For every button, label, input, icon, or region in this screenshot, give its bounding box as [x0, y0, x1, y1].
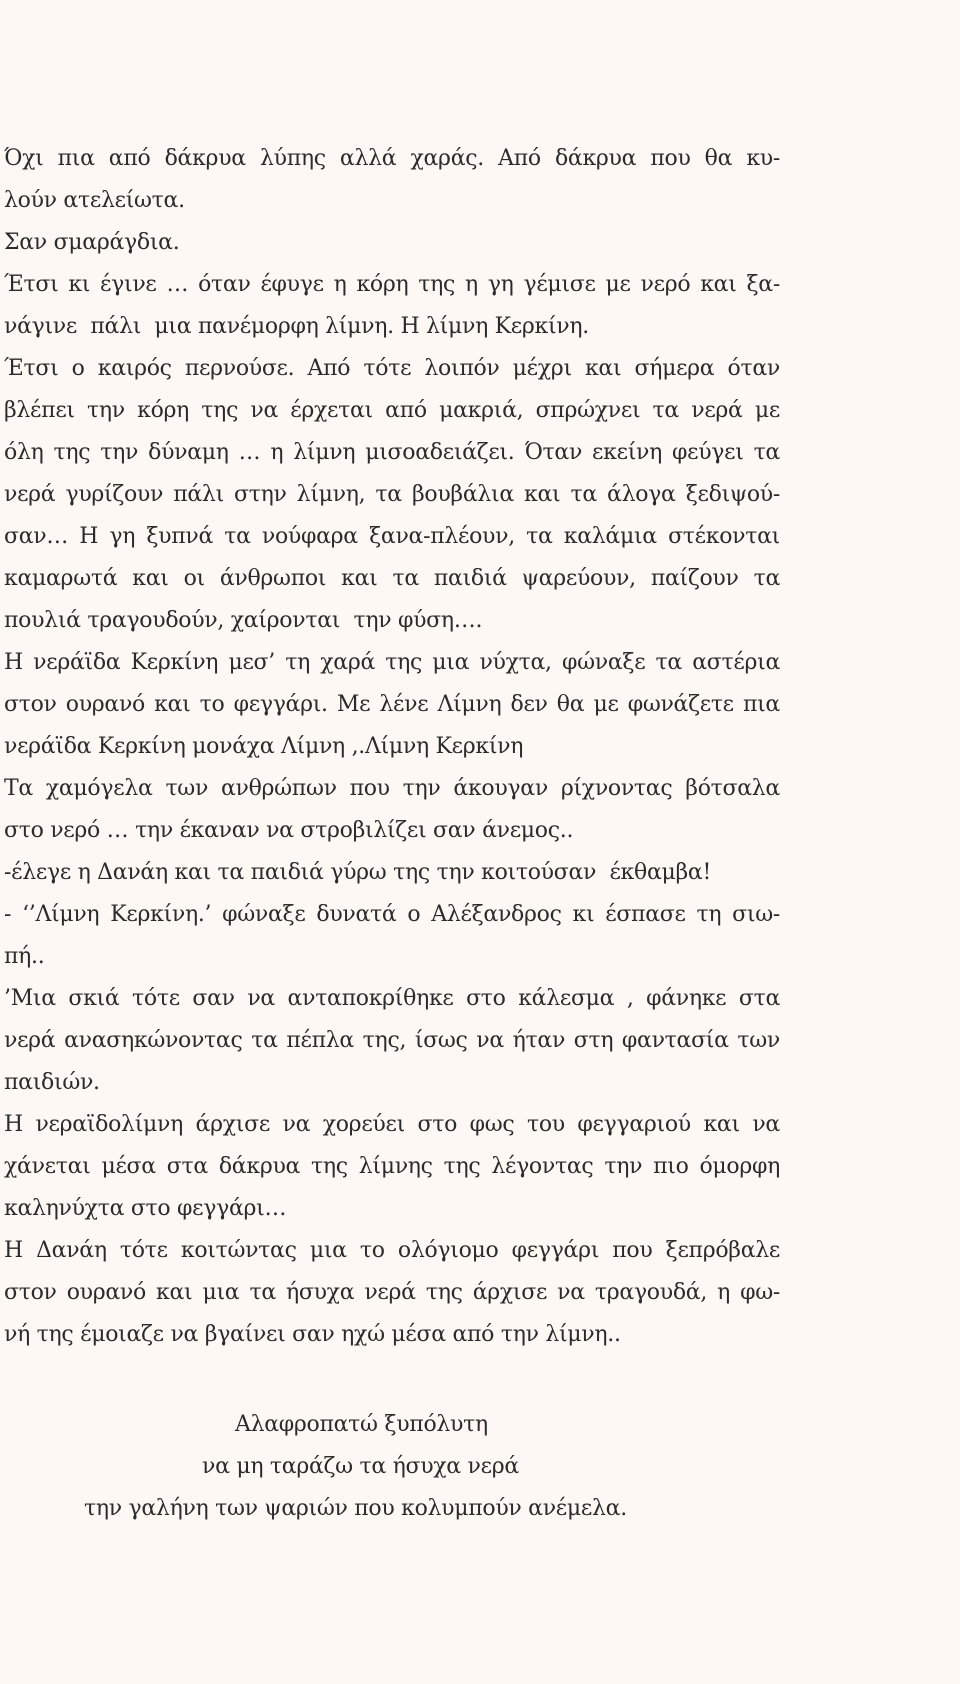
text-line: χάνεται μέσα στα δάκρυα της λίμνης της λέγοντας την πιο όμορφη — [4, 1154, 780, 1179]
poem-stanza — [4, 1404, 724, 1530]
text-line: νή της έμοιαζε να βγαίνει σαν ηχώ μέσα από την λίμνη.. — [4, 1322, 621, 1347]
text-line: νερά γυρίζουν πάλι στην λίμνη, τα βουβάλια και τα άλογα ξεδιψού- — [4, 482, 780, 507]
text-line: πουλιά τραγουδούν, χαίρονται την φύση…. — [4, 608, 483, 633]
text-line: καμαρωτά και οι άνθρωποι και τα παιδιά ψαρεύουν, παίζουν τα — [4, 566, 780, 591]
poem-line: Αλαφροπατώ ξυπόλυτη — [235, 1412, 488, 1437]
poem-line: να μη ταράζω τα ήσυχα νερά — [202, 1454, 519, 1479]
text-line: Σαν σμαράγδια. — [4, 230, 180, 255]
text-line: στον ουρανό και το φεγγάρι. Με λένε Λίμνη δεν θα με φωνάζετε πια — [4, 692, 780, 717]
poem-line: την γαλήνη των ψαριών που κολυμπούν ανέμελα. — [84, 1496, 627, 1521]
text-line: στον ουρανό και μια τα ήσυχα νερά της άρχισε να τραγουδά, η φω- — [4, 1280, 780, 1305]
text-line: λούν ατελείωτα. — [4, 188, 185, 213]
text-line: νερά ανασηκώνοντας τα πέπλα της, ίσως να ήταν στη φαντασία των — [4, 1028, 780, 1053]
text-line: σαν… Η γη ξυπνά τα νούφαρα ξανα-πλέουν, τα καλάμια στέκονται — [4, 524, 780, 549]
text-line: Η νεράϊδα Κερκίνη μεσ’ τη χαρά της μια νύχτα, φώναξε τα αστέρια — [4, 650, 780, 675]
text-line: παιδιών. — [4, 1070, 100, 1095]
text-line: νάγινε πάλι μια πανέμορφη λίμνη. Η λίμνη Κερκίνη. — [4, 314, 589, 339]
text-line: Έτσι ο καιρός περνούσε. Από τότε λοιπόν μέχρι και σήμερα όταν — [4, 356, 780, 381]
text-line: -έλεγε η Δανάη και τα παιδιά γύρω της την κοιτούσαν έκθαμβα! — [4, 860, 712, 885]
text-line: ’Μια σκιά τότε σαν να ανταποκρίθηκε στο κάλεσμα , φάνηκε στα — [4, 986, 780, 1011]
text-line: Τα χαμόγελα των ανθρώπων που την άκουγαν ρίχνοντας βότσαλα — [4, 776, 780, 801]
text-line: βλέπει την κόρη της να έρχεται από μακριά, σπρώχνει τα νερά με — [4, 398, 780, 423]
story-text — [4, 138, 780, 1356]
text-line: Η Δανάη τότε κοιτώντας μια το ολόγιομο φεγγάρι που ξεπρόβαλε — [4, 1238, 780, 1263]
text-line: στο νερό … την έκαναν να στροβιλίζει σαν άνεμος.. — [4, 818, 574, 843]
text-line: όλη της την δύναμη … η λίμνη μισοαδειάζει. Όταν εκείνη φεύγει τα — [4, 440, 780, 465]
text-line: καληνύχτα στο φεγγάρι… — [4, 1196, 287, 1221]
text-line: Η νεραϊδολίμνη άρχισε να χορεύει στο φως του φεγγαριού και να — [4, 1112, 780, 1137]
text-line: - ‘’Λίμνη Κερκίνη.’ φώναξε δυνατά ο Αλέξανδρος κι έσπασε τη σιω- — [4, 902, 780, 927]
text-line: πή.. — [4, 944, 45, 969]
text-line: Όχι πια από δάκρυα λύπης αλλά χαράς. Από δάκρυα που θα κυ- — [4, 146, 780, 171]
text-line: Έτσι κι έγινε … όταν έφυγε η κόρη της η γη γέμισε με νερό και ξα- — [4, 272, 780, 297]
text-line: νεράϊδα Κερκίνη μονάχα Λίμνη ,.Λίμνη Κερκίνη — [4, 734, 524, 759]
